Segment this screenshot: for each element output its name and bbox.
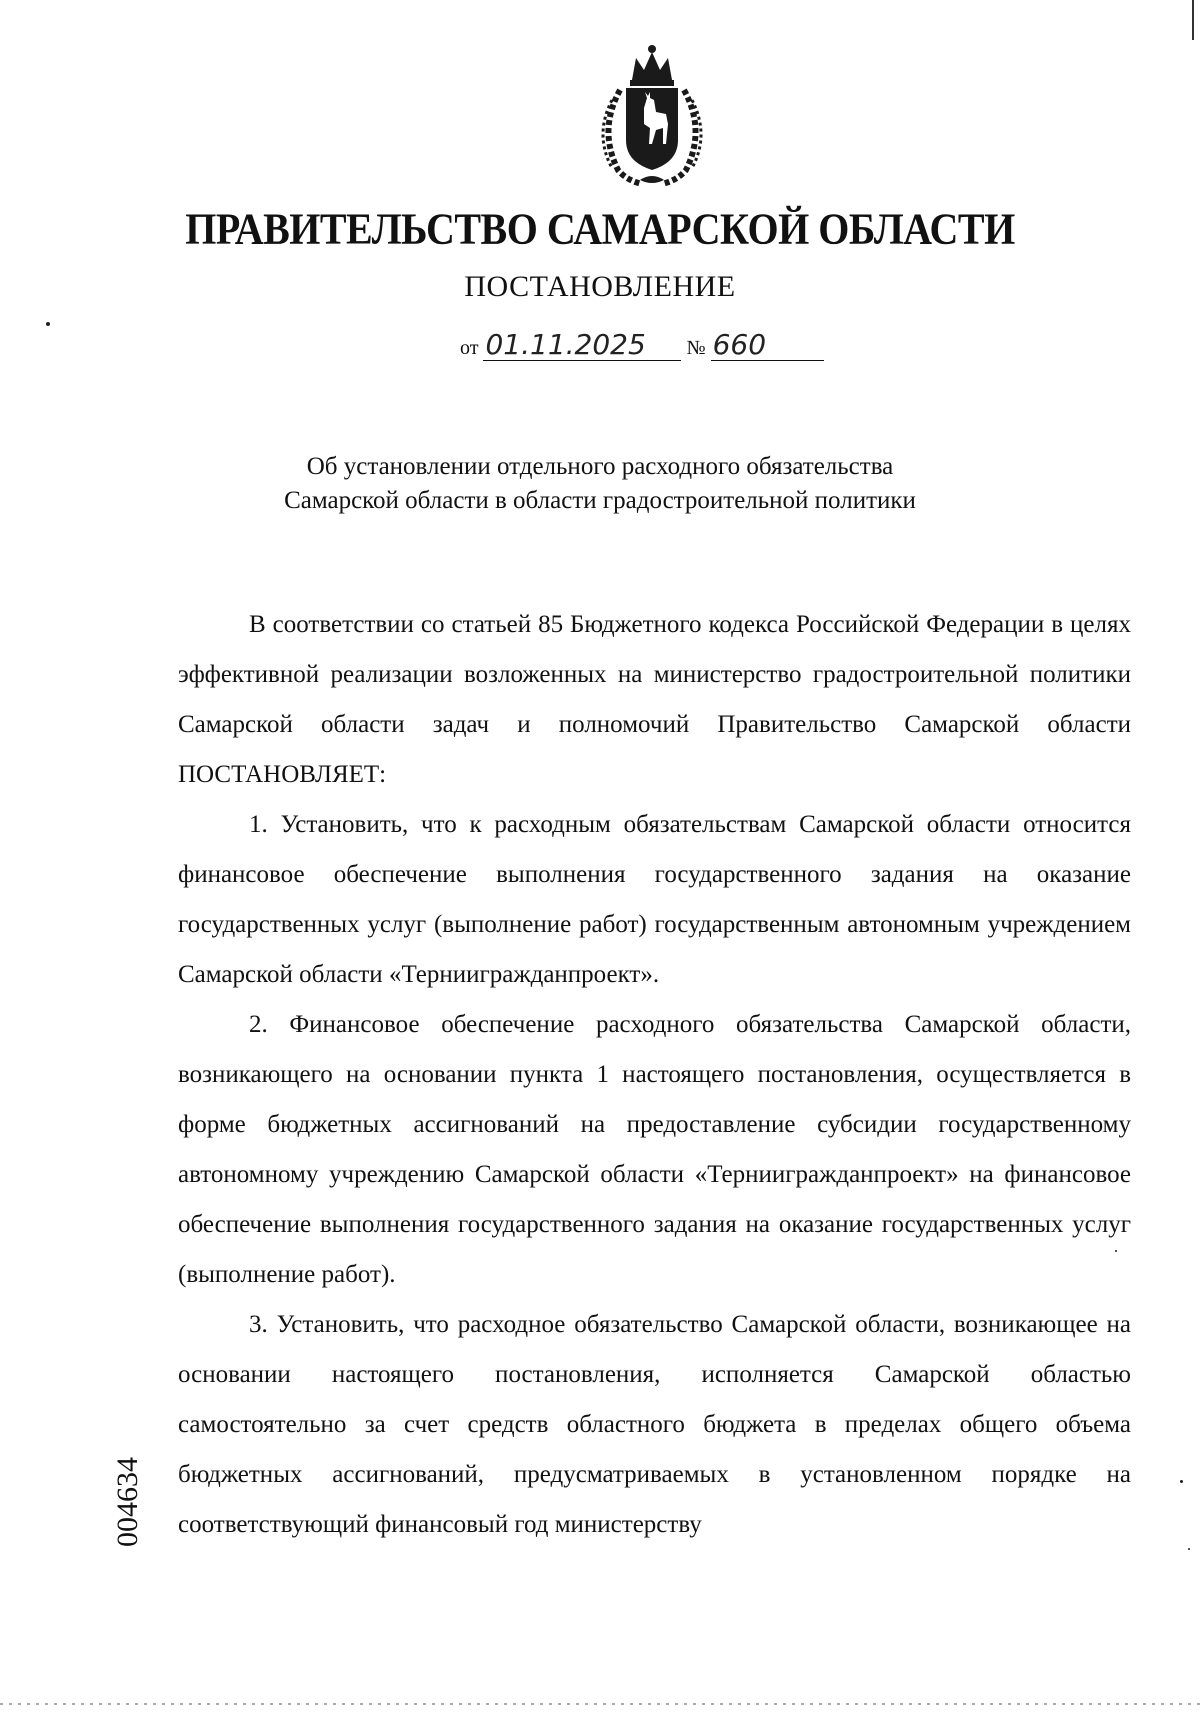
serial-number-text: 004634 — [111, 1457, 144, 1547]
scan-speck — [1180, 1480, 1183, 1483]
scan-speck — [1188, 1548, 1190, 1550]
samara-coat-of-arms-icon — [590, 40, 714, 188]
scan-speck — [46, 322, 50, 326]
clause-paragraph: 1. Установить, что к расходным обязательствам Самарской области относится финансовое обеспечение выполнения государственного задания на оказание государственных услуг (выполнение работ) государственным автономным учреждением Самарской области «Терниигражданпроект». — [178, 811, 1131, 988]
date-prefix: от — [460, 337, 479, 359]
scan-edge — [1192, 0, 1194, 40]
document-subject — [0, 450, 1200, 518]
date-value: 01.11.2025 — [483, 330, 681, 361]
subject-line: Самарской области в области градостроительной политики — [284, 487, 916, 514]
clause-paragraph: 2. Финансовое обеспечение расходного обязательства Самарской области, возникающего на основании пункта 1 настоящего постановления, осуществляется в форме бюджетных ассигнований на предоставление субсидии государственному автономному учреждению Самарской области «Терниигражданпроект» на финансовое обеспечение выполнения государственного задания на оказание государственных услуг (выполнение работ). — [178, 1011, 1131, 1288]
government-title: ПРАВИТЕЛЬСТВО САМАРСКОЙ ОБЛАСТИ — [185, 203, 1015, 254]
margin-serial-number — [108, 1432, 148, 1572]
document-body — [178, 600, 1131, 1550]
clause-paragraph: 3. Установить, что расходное обязательство Самарской области, возникающее на основании настоящего постановления, исполняется Самарской областью самостоятельно за счет средств областного бюджета в пределах общего объема бюджетных ассигнований, предусматриваемых в установленном порядке на соответствующий финансовый год министерству — [178, 1311, 1131, 1538]
subject-line: Об установлении отдельного расходного обязательства — [306, 453, 894, 480]
scan-edge — [0, 1703, 1200, 1705]
preamble-paragraph: В соответствии со статьей 85 Бюджетного кодекса Российской Федерации в целях эффективной реализации возложенных на министерство градостроительной политики Самарской области задач и полномочий Правительство Самарской области ПОСТАНОВЛЯЕТ: — [178, 611, 1131, 788]
scan-speck — [1115, 1250, 1117, 1252]
number-prefix: № — [686, 337, 706, 359]
date-number-line — [460, 330, 824, 361]
number-value: 660 — [711, 330, 824, 361]
document-type: ПОСТАНОВЛЕНИЕ — [464, 270, 736, 303]
